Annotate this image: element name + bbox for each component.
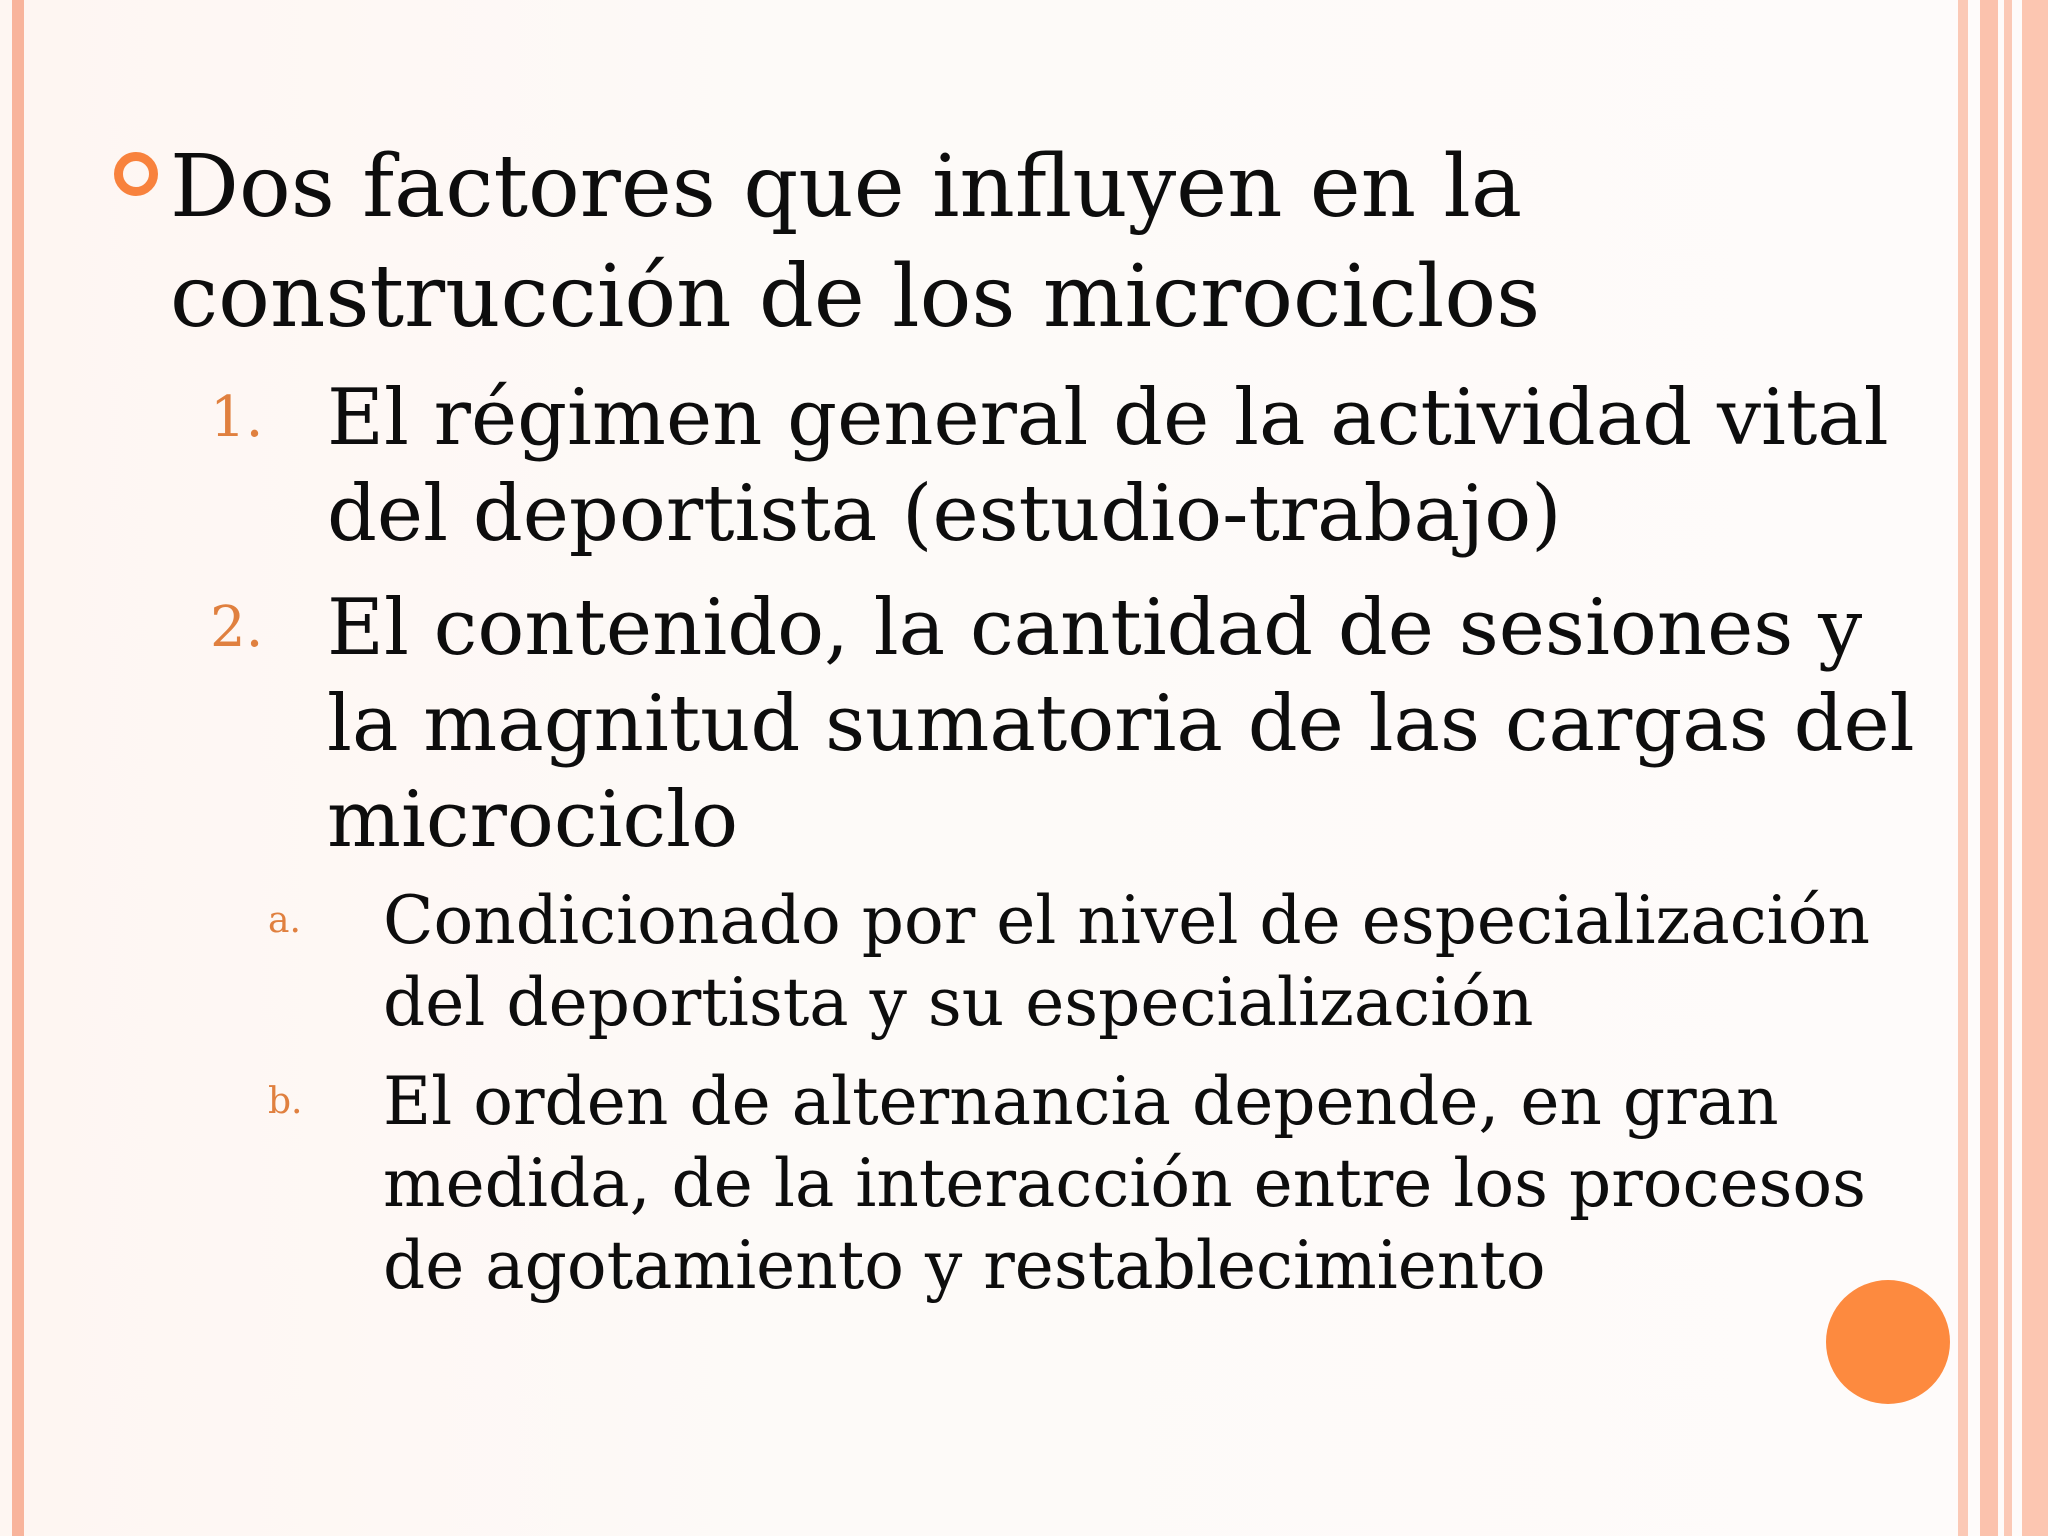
list-item-text: El régimen general de la actividad vital del deportista (estudio-trabajo) [327, 373, 1889, 559]
main-bullet-text: Dos factores que influyen en la construcción de los microciclos [170, 137, 1541, 347]
sub-list-item-text: Condicionado por el nivel de especialización del deportista y su especialización [383, 882, 1871, 1041]
sub-list-item-letter: a. [268, 900, 301, 941]
list-item-number: 1. [210, 385, 264, 450]
ring-bullet-icon [114, 152, 158, 196]
orange-circle-icon [1826, 1280, 1950, 1404]
list-item-number: 2. [210, 595, 264, 660]
sub-list-item-text: El orden de alternancia depende, en gran medida, de la interacción entre los procesos de agotamiento y restablecimiento [383, 1063, 1867, 1304]
sub-list-item-letter: b. [268, 1081, 303, 1122]
list-item-text: El contenido, la cantidad de sesiones y la magnitud sumatoria de las cargas del microciclo [327, 583, 1915, 865]
